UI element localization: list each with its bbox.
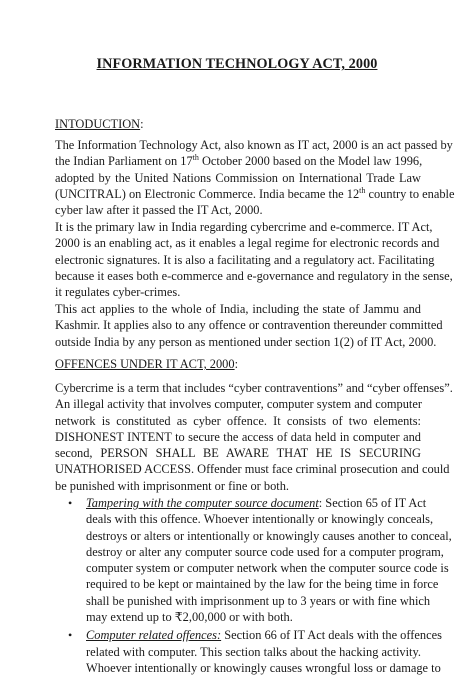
- superscript: th: [192, 153, 199, 163]
- intro-line: adopted by the United Nations Commission on International Trade Law: [55, 170, 421, 185]
- introduction-heading-colon: :: [140, 117, 144, 131]
- paragraph-line: electronic signatures. It is also a facilitating and a regulatory act. Facilitating: [55, 252, 435, 267]
- paragraph-line: it regulates cyber-crimes.: [55, 285, 181, 300]
- intro-line-part: country to enable: [365, 186, 455, 201]
- paragraph-line: 2000 is an enabling act, as it enables a legal regime for electronic records and: [55, 236, 440, 251]
- intro-paragraph: [55, 137, 455, 218]
- intro-line: The Information Technology Act, also known as IT act, 2000 is an act passed by: [55, 138, 453, 152]
- bullet-line-part: : Section 65 of IT Act: [318, 496, 427, 510]
- bullet-icon: •: [68, 628, 73, 643]
- paragraph-line: An illegal activity that involves computer, computer system and computer: [55, 397, 422, 412]
- paragraph-line: because it eases both e-commerce and e-governance and regulatory in the sense,: [55, 268, 453, 283]
- paragraph-line: Cybercrime is a term that includes “cyber contraventions” and “cyber offenses”.: [55, 381, 453, 395]
- offences-heading-text: OFFENCES UNDER IT ACT, 2000: [55, 357, 235, 371]
- bullet-icon: •: [68, 496, 73, 510]
- bullet-label: Computer related offences:: [86, 628, 222, 643]
- paragraph-line: It is the primary law in India regarding cybercrime and e-commerce. IT Act,: [55, 220, 433, 234]
- bullet-line: deals with this offence. Whoever intentionally or knowingly conceals,: [86, 512, 434, 527]
- intro-line-part: (UNCITRAL) on Electronic Commerce. India became the 12: [55, 186, 360, 201]
- document-title: INFORMATION TECHNOLOGY ACT, 2000: [96, 56, 378, 72]
- bullet-label: Tampering with the computer source document: [86, 496, 319, 510]
- list-item: [66, 627, 442, 676]
- paragraph-line: Kashmir. It applies also to any offence or contravention thereunder committed: [55, 318, 443, 333]
- intro-line: [55, 153, 421, 169]
- bullet-line: [86, 627, 442, 643]
- paragraph-line: network is constituted as cyber offence. It consists of two elements:: [55, 413, 421, 428]
- paragraph-line: be punished with imprisonment or fine or both.: [55, 478, 290, 493]
- primary-law-paragraph: [55, 219, 453, 300]
- intro-line: cyber law after it passed the IT Act, 2000.: [55, 203, 263, 218]
- superscript: th: [359, 185, 366, 195]
- offences-heading-colon: :: [234, 357, 239, 371]
- bullet-line-part: Section 66 of IT Act deals with the offences: [221, 628, 442, 643]
- intro-line-part: October 2000 based on the Model law 1996,: [198, 154, 423, 169]
- bullet-line: destroy or alter any computer source code used for a computer program,: [86, 544, 444, 559]
- intro-line-part: the Indian Parliament on 17: [55, 154, 193, 169]
- introduction-heading: [55, 116, 144, 132]
- bullet-line: related with computer. This section talks about the hacking activity.: [86, 644, 421, 659]
- bullet-line: required to be kept or maintained by the law for the being time in force: [86, 577, 439, 592]
- introduction-heading-text: INTODUCTION: [55, 117, 141, 131]
- paragraph-line: DISHONEST INTENT to secure the access of data held in computer and: [55, 429, 421, 444]
- paragraph-line: UNATHORISED ACCESS. Offender must face criminal prosecution and could: [55, 462, 450, 477]
- bullet-line: computer system or computer network when the computer source code is: [86, 561, 449, 576]
- intro-line: [55, 185, 455, 202]
- list-item: [66, 495, 452, 625]
- bullet-line: Whoever intentionally or knowingly causes wrongful loss or damage to: [86, 660, 441, 675]
- offences-heading: [55, 356, 238, 372]
- paragraph-line: second, PERSON SHALL BE AWARE THAT HE IS SECURING: [55, 446, 421, 461]
- bullet-line: destroys or alters or intentionally or knowingly causes another to conceal,: [86, 528, 452, 543]
- applicability-paragraph: [55, 301, 443, 350]
- paragraph-line: This act applies to the whole of India, including the state of Jammu and: [55, 302, 421, 316]
- bullet-line: shall be punished with imprisonment up to 3 years or with fine which: [86, 593, 431, 608]
- bullet-line: [86, 495, 427, 511]
- offences-bullet-list: [66, 495, 452, 676]
- bullet-line: may extend up to ₹2,00,000 or with both.: [86, 610, 293, 625]
- paragraph-line: outside India by any person as mentioned under section 1(2) of IT Act, 2000.: [55, 334, 437, 349]
- cybercrime-paragraph: [55, 380, 453, 494]
